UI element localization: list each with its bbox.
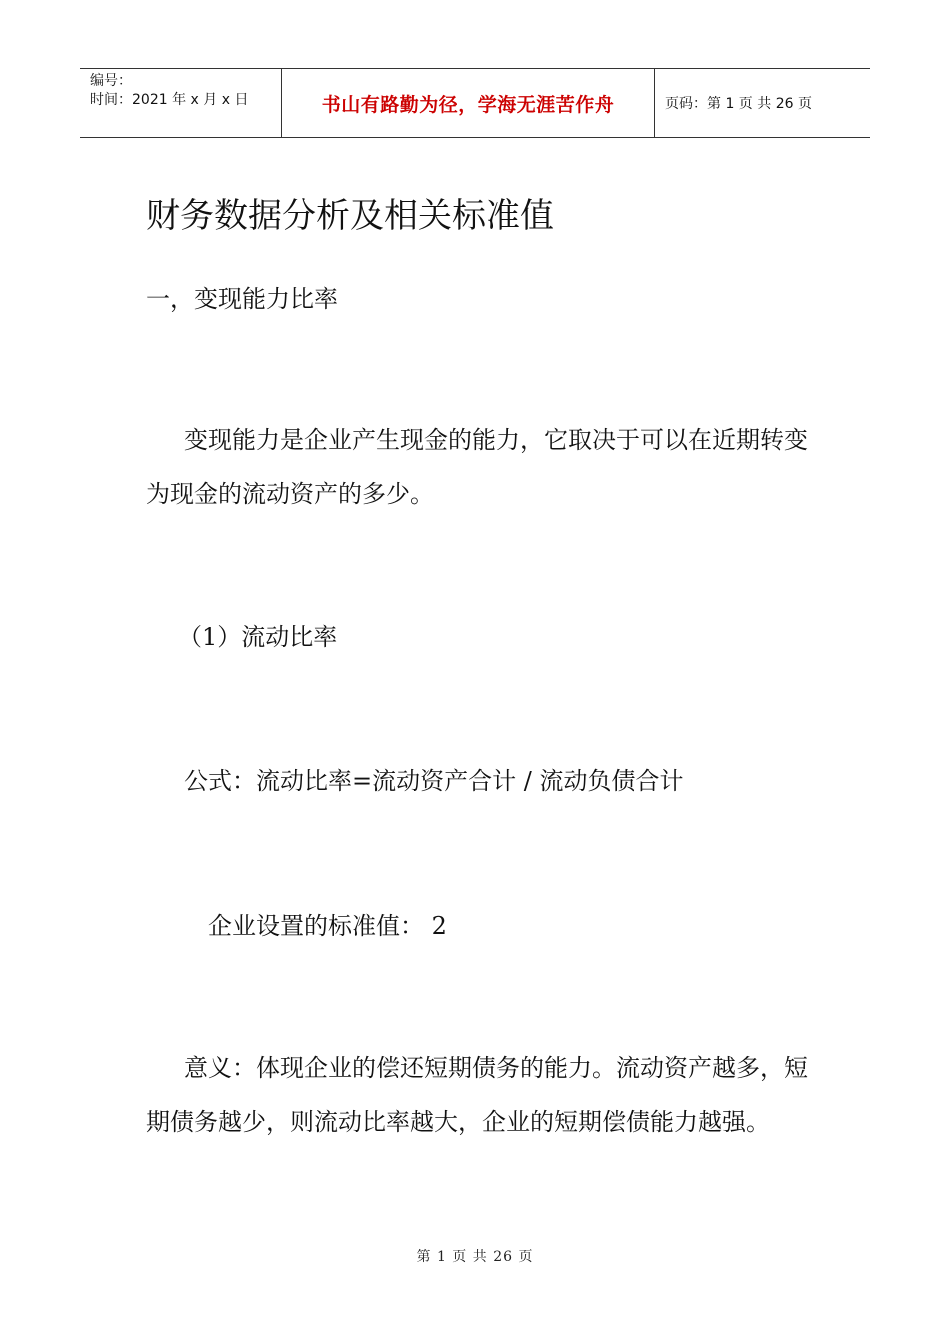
header-time-label: 时间：2021 年 x 月 x 日	[90, 92, 249, 108]
formula-text: 公式：流动比率=流动资产合计 / 流动负债合计	[184, 767, 684, 795]
intro-paragraph: 变现能力是企业产生现金的能力，它取决于可以在近期转变为现金的流动资产的多少。	[146, 426, 808, 508]
header-number-label: 编号：	[90, 73, 132, 89]
header-page-info: 页码：第 1 页 共 26 页	[665, 96, 812, 112]
meaning-paragraph: 意义：体现企业的偿还短期债务的能力。流动资产越多，短期债务越少，则流动比率越大，企业的短期偿债能力越强。	[146, 1054, 808, 1136]
header-page-cell	[655, 69, 870, 137]
document-header	[80, 68, 870, 138]
header-meta-cell	[80, 69, 282, 137]
document-title: 财务数据分析及相关标准值	[146, 196, 554, 236]
subheading-current-ratio: （1）流动比率	[178, 623, 338, 651]
section-heading: 一，变现能力比率	[146, 285, 338, 313]
page-footer: 第 1 页 共 26 页	[416, 1249, 534, 1265]
standard-value-text: 企业设置的标准值： 2	[208, 912, 447, 940]
header-motto-cell	[282, 69, 655, 137]
header-motto: 书山有路勤为径，学海无涯苦作舟	[321, 93, 615, 116]
